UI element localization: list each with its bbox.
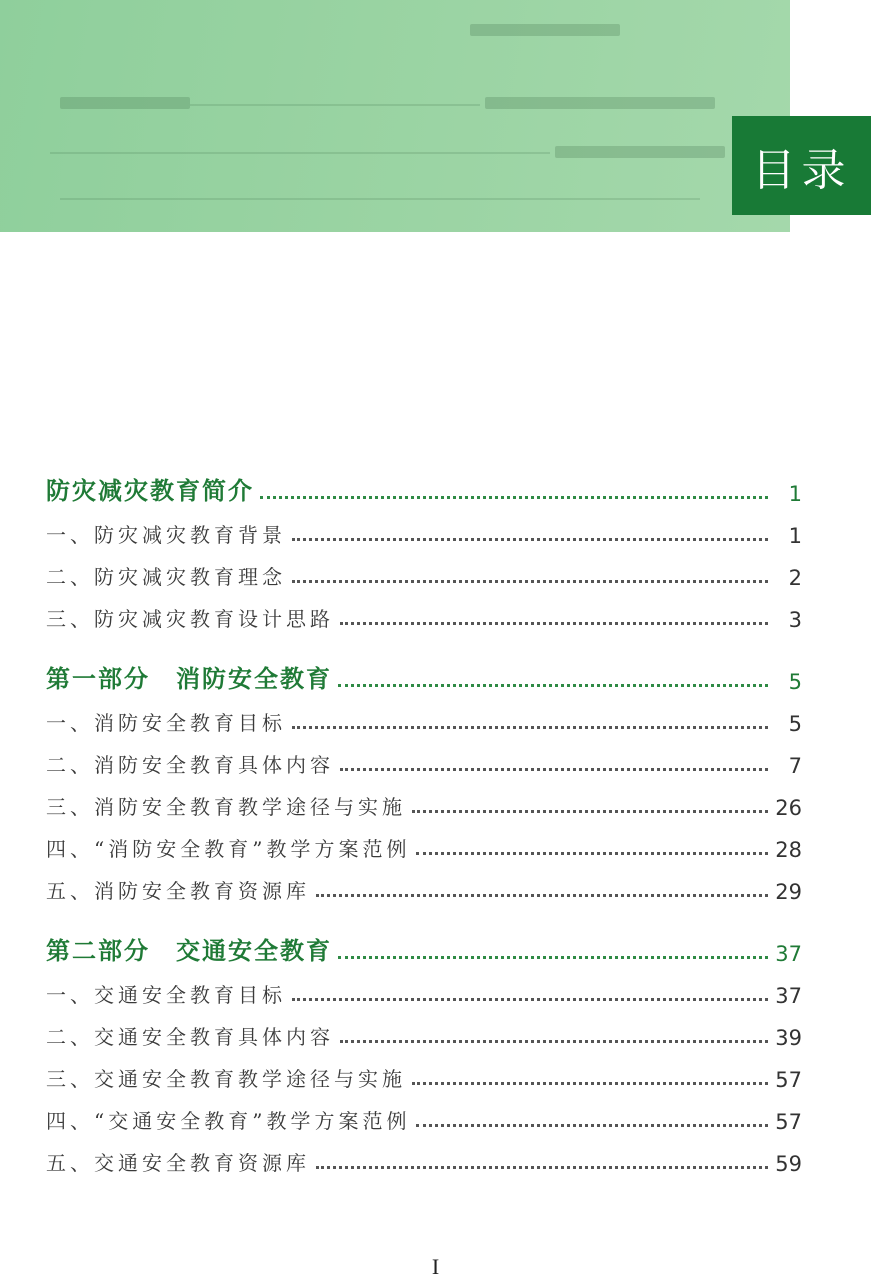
entry-page: 5 [788, 712, 802, 736]
toc-entry[interactable] [46, 590, 802, 632]
section-page: 37 [775, 942, 802, 966]
entry-title: 三、交通安全教育教学途径与实施 [46, 1067, 406, 1091]
dot-leader [316, 894, 768, 897]
ghost-leader-line [60, 198, 700, 200]
section-title: 第一部分 消防安全教育 [46, 665, 332, 693]
ghost-text-block [555, 146, 725, 158]
section-page: 1 [788, 482, 802, 506]
toc-section-group [46, 922, 802, 1176]
dot-leader [416, 1124, 768, 1127]
entry-title: 一、防灾减灾教育背景 [46, 523, 286, 547]
entry-page: 2 [788, 566, 802, 590]
toc-title-tab [732, 116, 871, 215]
entry-title: 三、防灾减灾教育设计思路 [46, 607, 334, 631]
ghost-text-block [470, 24, 620, 36]
toc-entry[interactable] [46, 1050, 802, 1092]
dot-leader [292, 726, 768, 729]
dot-leader [292, 998, 768, 1001]
toc-section-heading[interactable] [46, 650, 802, 694]
entry-title: 四、“消防安全教育”教学方案范例 [46, 837, 411, 861]
dot-leader [316, 1166, 768, 1169]
banner-bleedthrough-texture [0, 0, 790, 232]
dot-leader [338, 684, 768, 687]
dot-leader [340, 622, 768, 625]
toc-entry[interactable] [46, 736, 802, 778]
ghost-leader-line [50, 152, 550, 154]
entry-page: 39 [775, 1026, 802, 1050]
entry-page: 7 [788, 754, 802, 778]
toc-section-heading[interactable] [46, 922, 802, 966]
entry-title: 三、消防安全教育教学途径与实施 [46, 795, 406, 819]
toc-section-group [46, 462, 802, 632]
section-page: 5 [788, 670, 802, 694]
entry-page: 57 [775, 1068, 802, 1092]
section-title: 防灾减灾教育简介 [46, 477, 254, 505]
entry-title: 五、交通安全教育资源库 [46, 1151, 310, 1175]
toc-entry[interactable] [46, 862, 802, 904]
dot-leader [416, 852, 768, 855]
toc-entry[interactable] [46, 966, 802, 1008]
dot-leader [292, 538, 768, 541]
toc-entry[interactable] [46, 1008, 802, 1050]
toc-entry[interactable] [46, 548, 802, 590]
toc-entry[interactable] [46, 778, 802, 820]
ghost-text-block [60, 97, 190, 109]
toc-section-heading[interactable] [46, 462, 802, 506]
entry-page: 1 [788, 524, 802, 548]
page-title: 目录 [751, 144, 852, 196]
toc-section-group [46, 650, 802, 904]
entry-title: 一、交通安全教育目标 [46, 983, 286, 1007]
entry-page: 37 [775, 984, 802, 1008]
dot-leader [340, 1040, 768, 1043]
dot-leader [412, 1082, 768, 1085]
entry-page: 57 [775, 1110, 802, 1134]
toc-entry[interactable] [46, 820, 802, 862]
dot-leader [260, 496, 768, 499]
entry-page: 59 [775, 1152, 802, 1176]
entry-title: 二、防灾减灾教育理念 [46, 565, 286, 589]
section-title: 第二部分 交通安全教育 [46, 937, 332, 965]
ghost-text-block [485, 97, 715, 109]
entry-title: 五、消防安全教育资源库 [46, 879, 310, 903]
toc-entry[interactable] [46, 1092, 802, 1134]
entry-page: 29 [775, 880, 802, 904]
dot-leader [340, 768, 768, 771]
ghost-leader-line [190, 104, 480, 106]
entry-title: 一、消防安全教育目标 [46, 711, 286, 735]
toc-entry[interactable] [46, 1134, 802, 1176]
entry-page: 28 [775, 838, 802, 862]
entry-page: 26 [775, 796, 802, 820]
dot-leader [338, 956, 768, 959]
entry-title: 二、消防安全教育具体内容 [46, 753, 334, 777]
toc-entry[interactable] [46, 694, 802, 736]
toc-entry[interactable] [46, 506, 802, 548]
table-of-contents [46, 462, 802, 1194]
dot-leader [292, 580, 768, 583]
entry-title: 四、“交通安全教育”教学方案范例 [46, 1109, 411, 1133]
entry-title: 二、交通安全教育具体内容 [46, 1025, 334, 1049]
page-number: I [431, 1254, 440, 1279]
entry-page: 3 [788, 608, 802, 632]
dot-leader [412, 810, 768, 813]
